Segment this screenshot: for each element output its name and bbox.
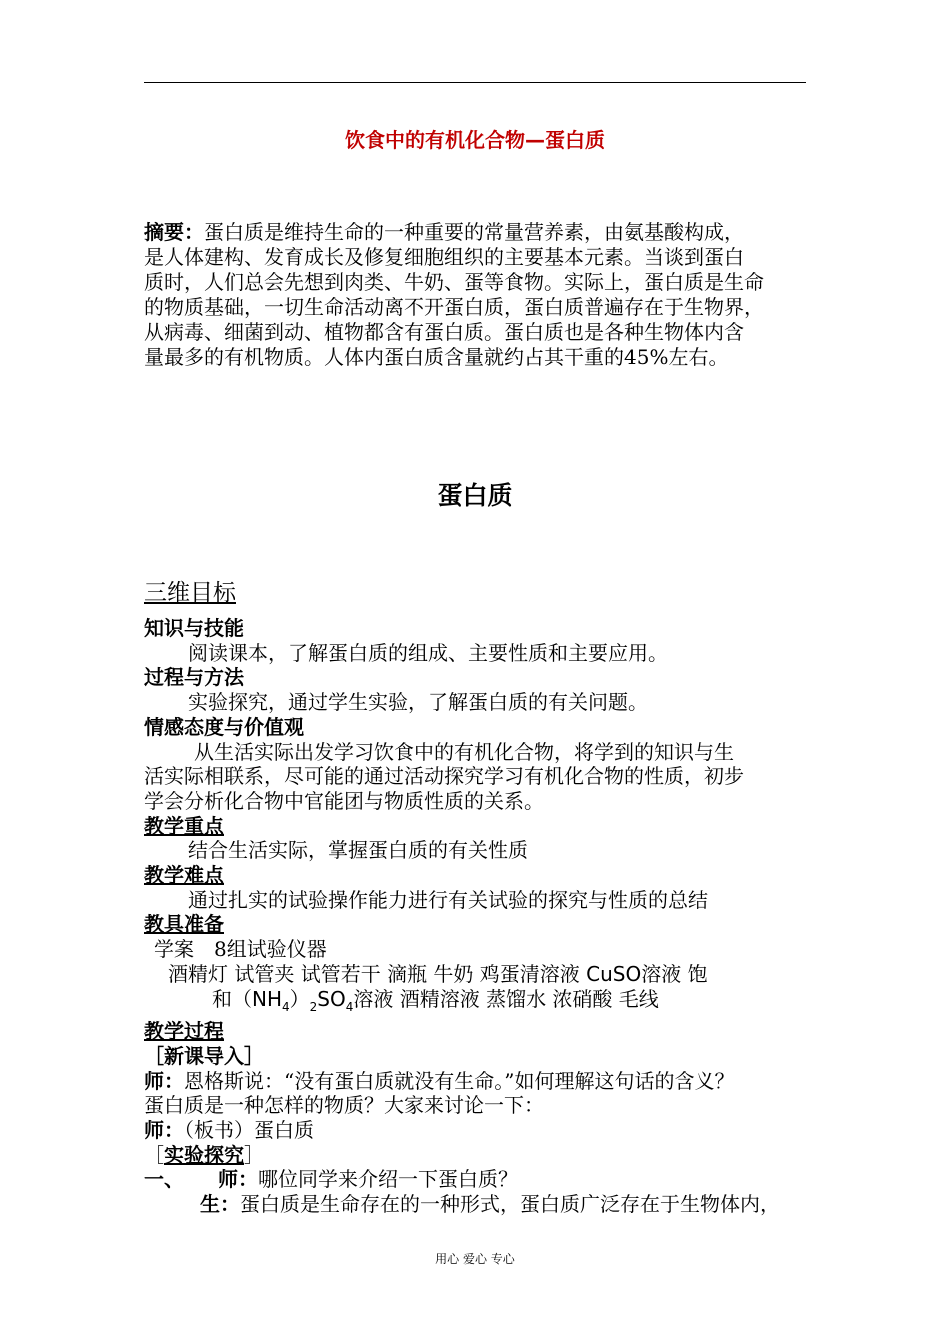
- goals-heading: 三维目标: [144, 580, 236, 606]
- page-footer: 用心 爱心 专心: [435, 1252, 515, 1266]
- emotion-line: 学会分析化合物中官能团与物质性质的关系。: [144, 788, 544, 813]
- focus-text: 结合生活实际，掌握蛋白质的有关性质: [188, 838, 528, 863]
- abstract-line: 的物质基础，一切生命活动离不开蛋白质，蛋白质普遍存在于生物界，: [144, 295, 764, 319]
- abstract-label: 摘要：: [144, 220, 204, 244]
- teaching-process-heading: 教学过程: [144, 1019, 224, 1044]
- tools-line: 学案 8组试验仪器: [154, 937, 327, 962]
- emotion-line: 活实际相联系，尽可能的通过活动探究学习有机化合物的性质，初步: [144, 764, 744, 789]
- process-text: 实验探究，通过学生实验，了解蛋白质的有关问题。: [188, 690, 648, 715]
- question-line: 一、 师：哪位同学来介绍一下蛋白质？: [144, 1167, 518, 1192]
- teacher-line: 师：恩格斯说：“没有蛋白质就没有生命。”如何理解这句话的含义？: [144, 1068, 735, 1093]
- emotion-line: 从生活实际出发学习饮食中的有机化合物，将学到的知识与生: [194, 739, 734, 764]
- tools-line: 酒精灯 试管夹 试管若干 滴瓶 牛奶 鸡蛋清溶液 CuSO溶液 饱: [168, 961, 708, 986]
- section-title: 蛋白质: [437, 481, 513, 510]
- emotion-heading: 情感态度与价值观: [144, 714, 304, 739]
- abstract: [144, 220, 809, 370]
- student-line: 生：蛋白质是生命存在的一种形式，蛋白质广泛存在于生物体内，: [200, 1192, 780, 1217]
- abstract-line: 从病毒、细菌到动、植物都含有蛋白质。蛋白质也是各种生物体内含: [144, 320, 744, 344]
- abstract-line: 是人体建构、发育成长及修复细胞组织的主要基本元素。当谈到蛋白: [144, 245, 744, 269]
- focus-heading: 教学重点: [144, 813, 224, 838]
- intro-label: ［新课导入］: [144, 1043, 264, 1068]
- teacher-line: 蛋白质是一种怎样的物质？大家来讨论一下：: [144, 1093, 544, 1118]
- knowledge-heading: 知识与技能: [144, 616, 244, 640]
- header-rule: [144, 82, 806, 83]
- abstract-line: 质时，人们总会先想到肉类、牛奶、蛋等食物。实际上，蛋白质是生命: [144, 270, 764, 294]
- abstract-line: 量最多的有机物质。人体内蛋白质含量就约占其干重的45%左右。: [144, 345, 729, 369]
- document-title: 饮食中的有机化合物—蛋白质: [345, 128, 605, 152]
- process-heading: 过程与方法: [144, 665, 244, 690]
- difficulty-text: 通过扎实的试验操作能力进行有关试验的探究与性质的总结: [188, 887, 708, 912]
- knowledge-text: 阅读课本，了解蛋白质的组成、主要性质和主要应用。: [188, 640, 668, 665]
- lesson-body: [144, 578, 816, 1217]
- abstract-line: 蛋白质是维持生命的一种重要的常量营养素，由氨基酸构成，: [204, 220, 744, 244]
- teacher-line: 师：（板书）蛋白质: [144, 1118, 314, 1143]
- tools-line: 和$(NH_4)_2SO_4$溶液 酒精溶液 蒸馏水 浓硝酸 毛线: [212, 986, 659, 1014]
- difficulty-heading: 教学难点: [144, 863, 224, 888]
- tools-heading: 教具准备: [144, 912, 224, 937]
- explore-label: ［实验探究］: [144, 1142, 264, 1167]
